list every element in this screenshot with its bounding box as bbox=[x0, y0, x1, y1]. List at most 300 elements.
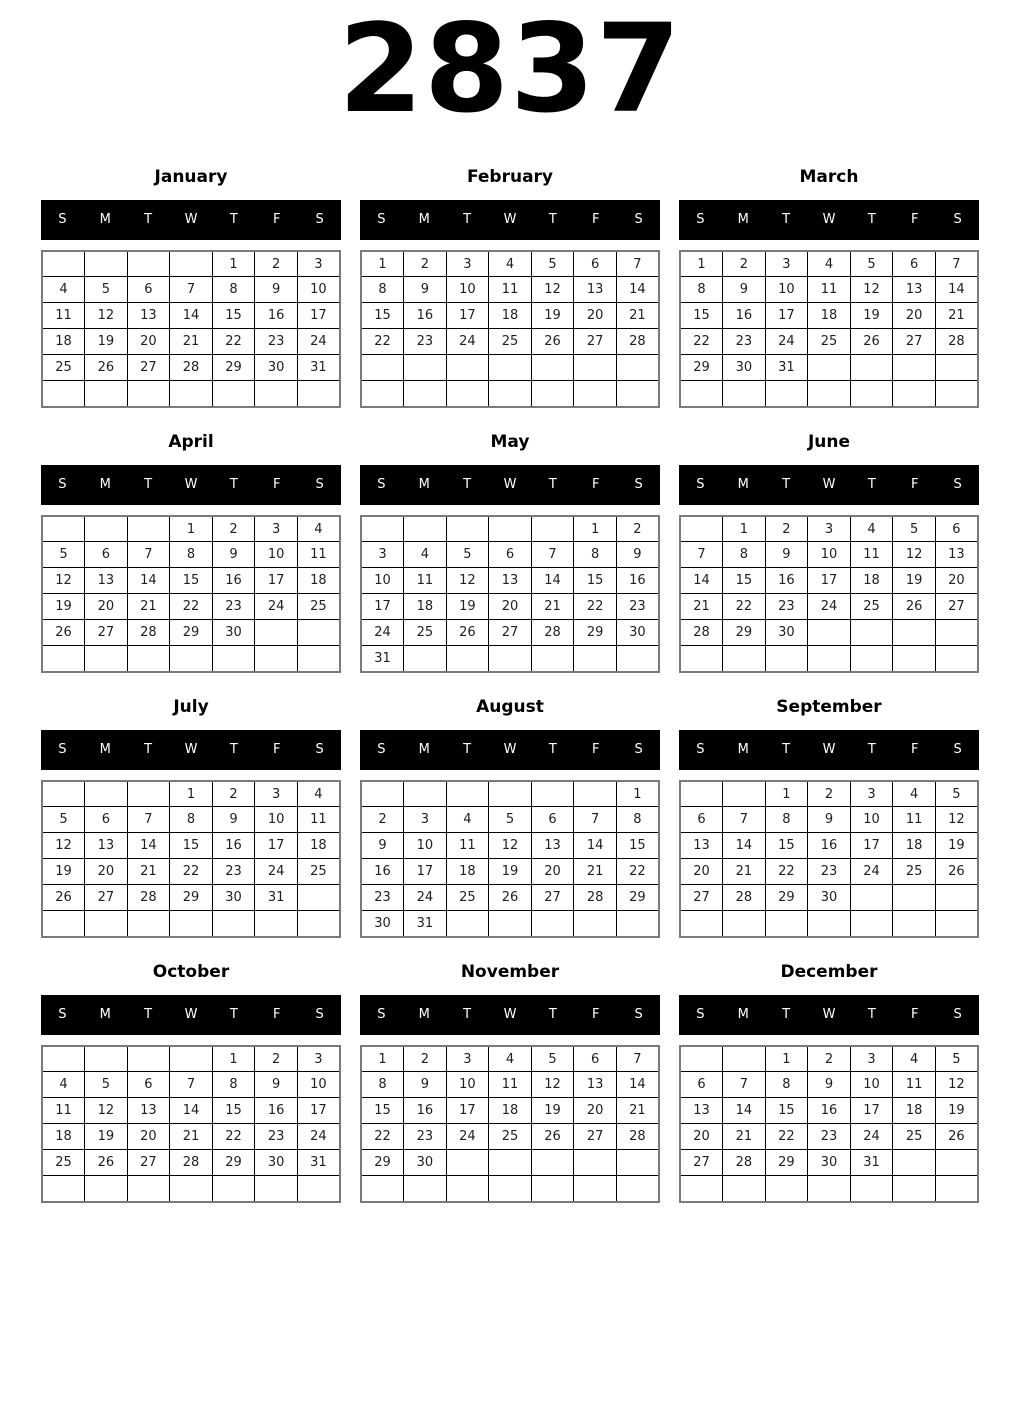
day-cell: 23 bbox=[616, 594, 659, 620]
week-row bbox=[680, 911, 978, 937]
weekday-label: T bbox=[144, 742, 153, 758]
day-cell: 26 bbox=[489, 885, 532, 911]
weekday-header-row bbox=[679, 465, 979, 505]
month-title: May bbox=[490, 431, 530, 452]
day-cell: 12 bbox=[531, 1072, 574, 1098]
day-cell: 27 bbox=[85, 885, 128, 911]
day-cell: 5 bbox=[85, 277, 128, 303]
empty-day-cell bbox=[531, 1176, 574, 1202]
day-cell: 24 bbox=[297, 1124, 340, 1150]
day-cell: 25 bbox=[42, 1150, 85, 1176]
day-cell: 6 bbox=[574, 1046, 617, 1072]
month-march bbox=[679, 167, 979, 408]
empty-day-cell bbox=[723, 1176, 766, 1202]
day-cell: 1 bbox=[723, 516, 766, 542]
day-cell: 23 bbox=[404, 1124, 447, 1150]
day-cell: 4 bbox=[893, 1046, 936, 1072]
weekday-label: T bbox=[144, 212, 153, 228]
day-cell: 21 bbox=[723, 859, 766, 885]
weekday-label: M bbox=[99, 477, 111, 493]
day-cell: 13 bbox=[574, 277, 617, 303]
empty-day-cell bbox=[850, 355, 893, 381]
day-cell: 20 bbox=[127, 1124, 170, 1150]
day-cell: 29 bbox=[170, 885, 213, 911]
empty-day-cell bbox=[85, 911, 128, 937]
day-cell: 22 bbox=[361, 1124, 404, 1150]
month-october bbox=[41, 962, 341, 1203]
day-cell: 7 bbox=[723, 1072, 766, 1098]
weekday-label: S bbox=[634, 742, 643, 758]
day-cell: 25 bbox=[297, 859, 340, 885]
empty-day-cell bbox=[361, 381, 404, 407]
day-cell: 24 bbox=[404, 885, 447, 911]
day-cell: 4 bbox=[850, 516, 893, 542]
empty-day-cell bbox=[680, 516, 723, 542]
day-cell: 8 bbox=[616, 807, 659, 833]
day-cell: 26 bbox=[935, 1124, 978, 1150]
day-cell: 2 bbox=[616, 516, 659, 542]
month-day-grid bbox=[360, 780, 660, 938]
month-day-grid bbox=[679, 515, 979, 673]
day-cell: 26 bbox=[42, 885, 85, 911]
empty-day-cell bbox=[446, 781, 489, 807]
weekday-label: F bbox=[910, 742, 919, 758]
day-cell: 15 bbox=[212, 303, 255, 329]
weekday-header-row bbox=[679, 200, 979, 240]
day-cell: 2 bbox=[212, 781, 255, 807]
day-cell: 11 bbox=[489, 277, 532, 303]
day-cell: 9 bbox=[404, 277, 447, 303]
weekday-label: T bbox=[548, 742, 557, 758]
day-cell: 21 bbox=[723, 1124, 766, 1150]
month-title: November bbox=[460, 961, 560, 982]
empty-day-cell bbox=[446, 1176, 489, 1202]
day-cell: 17 bbox=[361, 594, 404, 620]
week-row bbox=[42, 594, 340, 620]
day-cell: 18 bbox=[297, 568, 340, 594]
month-title: October bbox=[152, 961, 230, 982]
week-row bbox=[42, 781, 340, 807]
day-cell: 26 bbox=[85, 355, 128, 381]
weekday-header-row bbox=[41, 995, 341, 1035]
weekday-label: S bbox=[953, 477, 962, 493]
empty-day-cell bbox=[850, 646, 893, 672]
empty-day-cell bbox=[935, 911, 978, 937]
day-cell: 4 bbox=[42, 1072, 85, 1098]
weekday-label: F bbox=[591, 477, 600, 493]
weekday-label: M bbox=[418, 212, 430, 228]
empty-day-cell bbox=[723, 646, 766, 672]
day-cell: 29 bbox=[723, 620, 766, 646]
empty-day-cell bbox=[574, 781, 617, 807]
day-cell: 16 bbox=[255, 303, 298, 329]
weekday-header-row bbox=[41, 730, 341, 770]
day-cell: 13 bbox=[127, 1098, 170, 1124]
day-cell: 18 bbox=[808, 303, 851, 329]
month-day-grid bbox=[679, 780, 979, 938]
week-row bbox=[361, 833, 659, 859]
week-row bbox=[42, 1046, 340, 1072]
weekday-header-row bbox=[41, 465, 341, 505]
empty-day-cell bbox=[361, 516, 404, 542]
empty-day-cell bbox=[765, 646, 808, 672]
weekday-label: F bbox=[910, 477, 919, 493]
day-cell: 7 bbox=[680, 542, 723, 568]
month-december bbox=[679, 962, 979, 1203]
day-cell: 2 bbox=[404, 251, 447, 277]
weekday-label: F bbox=[272, 1007, 281, 1023]
day-cell: 31 bbox=[850, 1150, 893, 1176]
day-cell: 28 bbox=[616, 1124, 659, 1150]
day-cell: 19 bbox=[446, 594, 489, 620]
empty-day-cell bbox=[85, 781, 128, 807]
day-cell: 10 bbox=[446, 277, 489, 303]
day-cell: 24 bbox=[255, 594, 298, 620]
week-row bbox=[42, 1150, 340, 1176]
weekday-label: T bbox=[867, 742, 876, 758]
day-cell: 9 bbox=[212, 542, 255, 568]
week-row bbox=[42, 251, 340, 277]
week-row bbox=[680, 1072, 978, 1098]
empty-day-cell bbox=[42, 251, 85, 277]
empty-day-cell bbox=[446, 381, 489, 407]
day-cell: 13 bbox=[893, 277, 936, 303]
empty-day-cell bbox=[893, 355, 936, 381]
empty-day-cell bbox=[765, 381, 808, 407]
empty-day-cell bbox=[212, 381, 255, 407]
month-february bbox=[360, 167, 660, 408]
weekday-label: S bbox=[315, 742, 324, 758]
day-cell: 7 bbox=[127, 807, 170, 833]
day-cell: 7 bbox=[531, 542, 574, 568]
day-cell: 30 bbox=[212, 885, 255, 911]
weekday-label: M bbox=[418, 477, 430, 493]
day-cell: 30 bbox=[723, 355, 766, 381]
month-title: September bbox=[776, 696, 882, 717]
day-cell: 20 bbox=[574, 1098, 617, 1124]
day-cell: 1 bbox=[170, 516, 213, 542]
day-cell: 9 bbox=[808, 1072, 851, 1098]
week-row bbox=[42, 859, 340, 885]
day-cell: 15 bbox=[765, 1098, 808, 1124]
day-cell: 8 bbox=[212, 1072, 255, 1098]
day-cell: 6 bbox=[85, 807, 128, 833]
day-cell: 25 bbox=[489, 329, 532, 355]
empty-day-cell bbox=[361, 781, 404, 807]
day-cell: 21 bbox=[170, 329, 213, 355]
month-day-grid bbox=[679, 1045, 979, 1203]
day-cell: 19 bbox=[489, 859, 532, 885]
day-cell: 11 bbox=[42, 1098, 85, 1124]
day-cell: 11 bbox=[489, 1072, 532, 1098]
day-cell: 4 bbox=[297, 516, 340, 542]
day-cell: 23 bbox=[808, 859, 851, 885]
empty-day-cell bbox=[616, 646, 659, 672]
day-cell: 21 bbox=[616, 303, 659, 329]
week-row bbox=[361, 594, 659, 620]
day-cell: 8 bbox=[361, 1072, 404, 1098]
weekday-label: M bbox=[99, 212, 111, 228]
day-cell: 3 bbox=[446, 251, 489, 277]
day-cell: 2 bbox=[765, 516, 808, 542]
empty-day-cell bbox=[255, 646, 298, 672]
month-day-grid bbox=[41, 1045, 341, 1203]
day-cell: 16 bbox=[808, 1098, 851, 1124]
day-cell: 19 bbox=[850, 303, 893, 329]
empty-day-cell bbox=[127, 781, 170, 807]
day-cell: 2 bbox=[723, 251, 766, 277]
day-cell: 1 bbox=[361, 1046, 404, 1072]
weekday-label: S bbox=[953, 212, 962, 228]
weekday-label: F bbox=[591, 1007, 600, 1023]
weekday-label: T bbox=[782, 212, 791, 228]
empty-day-cell bbox=[850, 911, 893, 937]
weekday-label: W bbox=[503, 477, 517, 493]
day-cell: 13 bbox=[935, 542, 978, 568]
empty-day-cell bbox=[574, 355, 617, 381]
day-cell: 20 bbox=[680, 1124, 723, 1150]
day-cell: 14 bbox=[127, 833, 170, 859]
day-cell: 6 bbox=[893, 251, 936, 277]
day-cell: 10 bbox=[446, 1072, 489, 1098]
day-cell: 8 bbox=[170, 807, 213, 833]
empty-day-cell bbox=[255, 620, 298, 646]
week-row bbox=[361, 251, 659, 277]
day-cell: 2 bbox=[255, 251, 298, 277]
weekday-label: T bbox=[867, 1007, 876, 1023]
day-cell: 11 bbox=[297, 542, 340, 568]
day-cell: 26 bbox=[42, 620, 85, 646]
day-cell: 7 bbox=[127, 542, 170, 568]
day-cell: 4 bbox=[297, 781, 340, 807]
weekday-label: S bbox=[58, 212, 67, 228]
day-cell: 19 bbox=[42, 859, 85, 885]
day-cell: 8 bbox=[723, 542, 766, 568]
empty-day-cell bbox=[42, 646, 85, 672]
day-cell: 1 bbox=[616, 781, 659, 807]
empty-day-cell bbox=[935, 355, 978, 381]
day-cell: 17 bbox=[404, 859, 447, 885]
weekday-label: T bbox=[548, 1007, 557, 1023]
day-cell: 3 bbox=[850, 1046, 893, 1072]
empty-day-cell bbox=[446, 355, 489, 381]
empty-day-cell bbox=[616, 1150, 659, 1176]
day-cell: 7 bbox=[170, 277, 213, 303]
day-cell: 20 bbox=[85, 594, 128, 620]
day-cell: 22 bbox=[361, 329, 404, 355]
day-cell: 5 bbox=[42, 542, 85, 568]
day-cell: 18 bbox=[42, 329, 85, 355]
day-cell: 5 bbox=[489, 807, 532, 833]
day-cell: 16 bbox=[212, 833, 255, 859]
day-cell: 26 bbox=[85, 1150, 128, 1176]
day-cell: 3 bbox=[361, 542, 404, 568]
day-cell: 27 bbox=[127, 1150, 170, 1176]
month-april bbox=[41, 432, 341, 673]
day-cell: 21 bbox=[935, 303, 978, 329]
weekday-label: T bbox=[548, 212, 557, 228]
day-cell: 27 bbox=[85, 620, 128, 646]
day-cell: 29 bbox=[765, 885, 808, 911]
day-cell: 11 bbox=[893, 807, 936, 833]
empty-day-cell bbox=[489, 1150, 532, 1176]
week-row bbox=[361, 1072, 659, 1098]
day-cell: 10 bbox=[404, 833, 447, 859]
day-cell: 8 bbox=[765, 1072, 808, 1098]
day-cell: 1 bbox=[212, 251, 255, 277]
day-cell: 2 bbox=[212, 516, 255, 542]
empty-day-cell bbox=[127, 251, 170, 277]
day-cell: 6 bbox=[680, 807, 723, 833]
day-cell: 21 bbox=[680, 594, 723, 620]
day-cell: 19 bbox=[935, 1098, 978, 1124]
day-cell: 9 bbox=[616, 542, 659, 568]
day-cell: 7 bbox=[574, 807, 617, 833]
month-title: February bbox=[466, 166, 554, 187]
empty-day-cell bbox=[255, 1176, 298, 1202]
empty-day-cell bbox=[42, 516, 85, 542]
day-cell: 4 bbox=[489, 251, 532, 277]
day-cell: 17 bbox=[446, 1098, 489, 1124]
week-row bbox=[361, 646, 659, 672]
week-row bbox=[680, 781, 978, 807]
day-cell: 3 bbox=[255, 516, 298, 542]
day-cell: 1 bbox=[212, 1046, 255, 1072]
empty-day-cell bbox=[361, 1176, 404, 1202]
weekday-label: T bbox=[463, 212, 472, 228]
empty-day-cell bbox=[404, 1176, 447, 1202]
weekday-header-row bbox=[360, 995, 660, 1035]
day-cell: 10 bbox=[850, 1072, 893, 1098]
day-cell: 25 bbox=[404, 620, 447, 646]
day-cell: 16 bbox=[765, 568, 808, 594]
day-cell: 31 bbox=[361, 646, 404, 672]
day-cell: 23 bbox=[765, 594, 808, 620]
day-cell: 4 bbox=[42, 277, 85, 303]
weekday-label: T bbox=[463, 1007, 472, 1023]
day-cell: 4 bbox=[489, 1046, 532, 1072]
week-row bbox=[680, 1124, 978, 1150]
day-cell: 17 bbox=[446, 303, 489, 329]
day-cell: 20 bbox=[680, 859, 723, 885]
weekday-label: W bbox=[503, 212, 517, 228]
week-row bbox=[680, 355, 978, 381]
week-row bbox=[361, 1046, 659, 1072]
weekday-label: S bbox=[953, 1007, 962, 1023]
day-cell: 26 bbox=[935, 859, 978, 885]
week-row bbox=[361, 516, 659, 542]
day-cell: 14 bbox=[170, 303, 213, 329]
day-cell: 26 bbox=[893, 594, 936, 620]
day-cell: 9 bbox=[765, 542, 808, 568]
empty-day-cell bbox=[85, 1176, 128, 1202]
day-cell: 1 bbox=[170, 781, 213, 807]
weekday-label: F bbox=[910, 212, 919, 228]
day-cell: 4 bbox=[404, 542, 447, 568]
week-row bbox=[361, 277, 659, 303]
empty-day-cell bbox=[893, 1150, 936, 1176]
empty-day-cell bbox=[127, 911, 170, 937]
day-cell: 19 bbox=[85, 329, 128, 355]
month-day-grid bbox=[360, 515, 660, 673]
day-cell: 28 bbox=[170, 1150, 213, 1176]
week-row bbox=[680, 1046, 978, 1072]
day-cell: 14 bbox=[935, 277, 978, 303]
empty-day-cell bbox=[723, 381, 766, 407]
day-cell: 18 bbox=[893, 833, 936, 859]
weekday-label: S bbox=[377, 742, 386, 758]
day-cell: 31 bbox=[404, 911, 447, 937]
week-row bbox=[680, 568, 978, 594]
day-cell: 19 bbox=[42, 594, 85, 620]
empty-day-cell bbox=[446, 911, 489, 937]
week-row bbox=[42, 277, 340, 303]
month-september bbox=[679, 697, 979, 938]
empty-day-cell bbox=[935, 1150, 978, 1176]
day-cell: 18 bbox=[489, 1098, 532, 1124]
day-cell: 21 bbox=[574, 859, 617, 885]
weekday-label: T bbox=[144, 1007, 153, 1023]
day-cell: 22 bbox=[616, 859, 659, 885]
weekday-label: F bbox=[591, 212, 600, 228]
empty-day-cell bbox=[808, 911, 851, 937]
day-cell: 15 bbox=[361, 1098, 404, 1124]
weekday-label: T bbox=[548, 477, 557, 493]
empty-day-cell bbox=[297, 646, 340, 672]
day-cell: 16 bbox=[404, 1098, 447, 1124]
day-cell: 20 bbox=[531, 859, 574, 885]
week-row bbox=[42, 620, 340, 646]
weekday-label: T bbox=[229, 212, 238, 228]
day-cell: 15 bbox=[574, 568, 617, 594]
week-row bbox=[42, 568, 340, 594]
day-cell: 28 bbox=[127, 620, 170, 646]
week-row bbox=[680, 1176, 978, 1202]
day-cell: 22 bbox=[574, 594, 617, 620]
day-cell: 13 bbox=[680, 1098, 723, 1124]
weekday-label: S bbox=[377, 477, 386, 493]
day-cell: 12 bbox=[935, 807, 978, 833]
day-cell: 6 bbox=[680, 1072, 723, 1098]
day-cell: 12 bbox=[42, 568, 85, 594]
day-cell: 11 bbox=[850, 542, 893, 568]
day-cell: 22 bbox=[680, 329, 723, 355]
day-cell: 12 bbox=[85, 303, 128, 329]
empty-day-cell bbox=[723, 911, 766, 937]
day-cell: 10 bbox=[297, 277, 340, 303]
day-cell: 10 bbox=[361, 568, 404, 594]
day-cell: 26 bbox=[531, 329, 574, 355]
day-cell: 18 bbox=[850, 568, 893, 594]
weekday-label: S bbox=[696, 477, 705, 493]
week-row bbox=[680, 329, 978, 355]
month-day-grid bbox=[360, 1045, 660, 1203]
day-cell: 15 bbox=[616, 833, 659, 859]
weekday-label: W bbox=[184, 212, 198, 228]
weekday-label: S bbox=[634, 477, 643, 493]
empty-day-cell bbox=[489, 1176, 532, 1202]
day-cell: 25 bbox=[446, 885, 489, 911]
day-cell: 18 bbox=[42, 1124, 85, 1150]
day-cell: 1 bbox=[574, 516, 617, 542]
week-row bbox=[361, 329, 659, 355]
day-cell: 17 bbox=[255, 833, 298, 859]
day-cell: 28 bbox=[935, 329, 978, 355]
empty-day-cell bbox=[531, 646, 574, 672]
weekday-label: M bbox=[418, 742, 430, 758]
day-cell: 5 bbox=[531, 1046, 574, 1072]
empty-day-cell bbox=[574, 1150, 617, 1176]
